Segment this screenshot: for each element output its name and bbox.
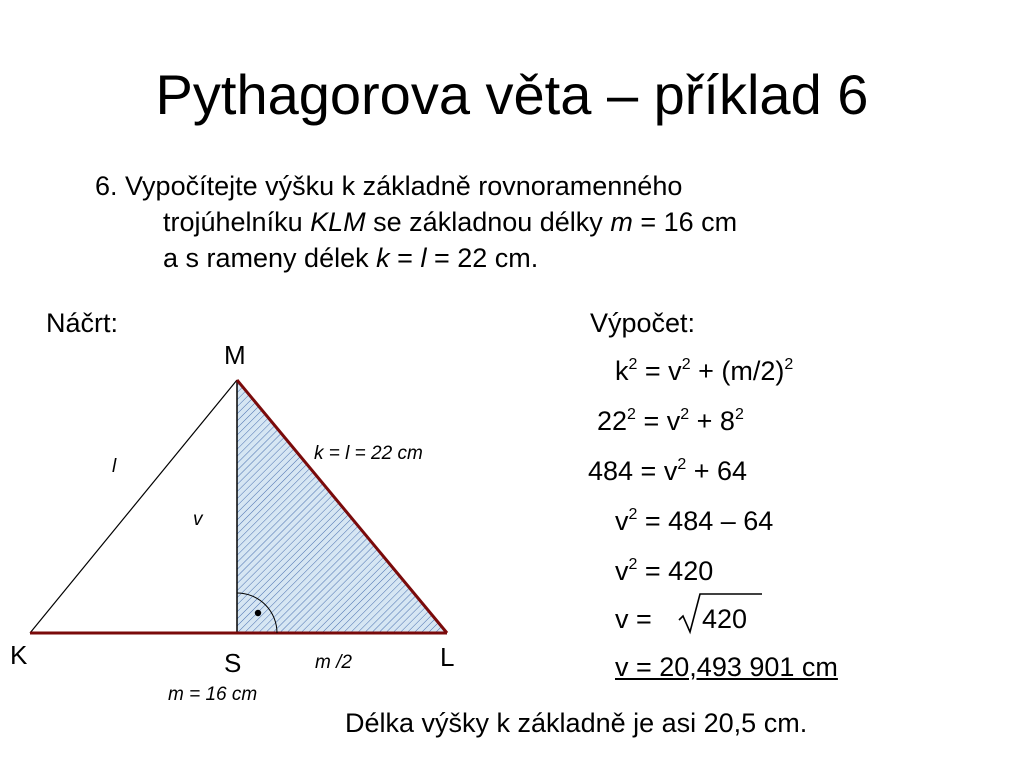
eq6-left: v = <box>615 604 652 634</box>
eq3-left: 484 = v <box>588 456 678 486</box>
eq2-exp-2: 2 <box>680 406 690 423</box>
task-line-1 <box>95 168 682 204</box>
eq2-exp-1: 2 <box>627 406 636 423</box>
eq4-right: = 484 – 64 <box>637 506 774 536</box>
vertex-k-label: K <box>10 640 28 670</box>
var-m: m <box>610 207 633 237</box>
eq1-exp-3: 2 <box>784 356 794 373</box>
task-text-2a: trojúhelníku <box>163 207 303 237</box>
eq1-exp-1: 2 <box>628 356 638 373</box>
var-l: l <box>420 243 427 273</box>
equation-4 <box>615 506 773 537</box>
eq1-v: = v <box>637 356 682 386</box>
vertex-s-label: S <box>224 648 242 678</box>
eq2-v: = v <box>635 406 681 436</box>
half-base-label: m /2 <box>315 652 352 673</box>
eq2-8: + 8 <box>689 406 735 436</box>
sketch-heading: Náčrt: <box>46 308 119 338</box>
equation-3 <box>588 456 747 487</box>
base-value: = 16 cm <box>640 207 738 237</box>
equation-6 <box>615 604 652 635</box>
eq5-right: = 420 <box>637 556 714 586</box>
task-eq: = <box>397 243 413 273</box>
eq4-exp: 2 <box>628 506 638 523</box>
legs-length-label: k = l = 22 cm <box>314 443 423 464</box>
eq4-v: v <box>615 506 629 536</box>
eq3-right: + 64 <box>686 456 748 486</box>
equation-2 <box>597 406 744 437</box>
task-text-2b: se základnou délky <box>373 207 603 237</box>
side-km <box>30 380 237 633</box>
eq2-exp-3: 2 <box>734 406 744 423</box>
result-line: v = 20,493 901 cm <box>615 652 838 682</box>
eq5-exp: 2 <box>628 556 638 573</box>
task-text-1: Vypočítejte výšku k základně rovnoramenného <box>125 171 683 201</box>
radicand-value: 420 <box>702 604 748 634</box>
base-length-label: m = 16 cm <box>168 684 258 705</box>
triangle-name: KLM <box>310 207 366 237</box>
right-angle-dot <box>255 610 261 616</box>
task-number: 6. <box>95 171 118 201</box>
vertex-m-label: M <box>224 340 246 370</box>
equation-1 <box>615 356 793 387</box>
side-l-label: l <box>112 456 117 477</box>
conclusion: Délka výšky k základně je asi 20,5 cm. <box>345 708 808 738</box>
eq5-v: v <box>615 556 629 586</box>
leg-value: = 22 cm. <box>433 243 539 273</box>
height-v-label: v <box>193 509 203 530</box>
eq1-exp-2: 2 <box>681 356 691 373</box>
eq1-half: + (m/2) <box>690 356 785 386</box>
slide-title: Pythagorova věta – příklad 6 <box>155 63 869 126</box>
task-line-3 <box>163 240 538 276</box>
eq3-exp: 2 <box>677 456 687 473</box>
var-k: k <box>376 243 390 273</box>
eq2-22: 22 <box>597 406 628 436</box>
task-text-3a: a s rameny délek <box>163 243 369 273</box>
eq1-k: k <box>615 356 629 386</box>
calculation-heading: Výpočet: <box>590 308 696 338</box>
equation-5 <box>615 556 713 587</box>
task-line-2 <box>163 204 737 240</box>
vertex-l-label: L <box>440 642 455 672</box>
